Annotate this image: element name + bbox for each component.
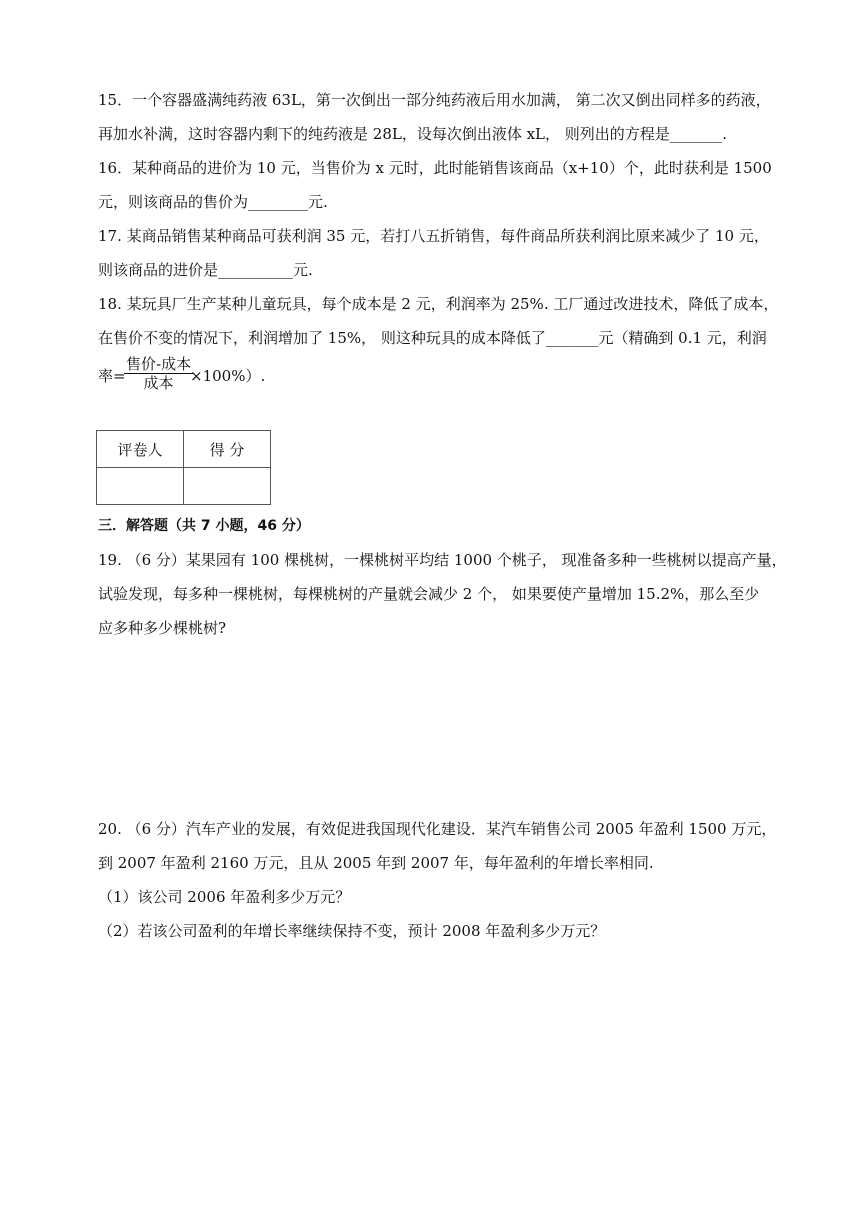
profit-rate-suffix: ×100%）.	[190, 367, 266, 385]
question-20-part-2: （2）若该公司盈利的年增长率继续保持不变，预计 2008 年盈利多少万元？	[98, 922, 606, 940]
score-table	[96, 430, 271, 505]
grader-input-cell[interactable]	[97, 468, 184, 505]
score-label-cell: 得 分	[184, 431, 271, 468]
question-17-line-2: 则该商品的进价是__________元.	[98, 261, 313, 279]
question-16-line-2: 元，则该商品的售价为________元.	[98, 193, 328, 211]
question-16-line-1: 16．某种商品的进价为 10 元，当售价为 x 元时，此时能销售该商品（x+10）个，此时获利是 1500	[98, 159, 772, 177]
grader-label-cell: 评卷人	[97, 431, 184, 468]
profit-rate-prefix: 率=	[98, 367, 126, 385]
question-18-line-2: 在售价不变的情况下，利润增加了 15%， 则这种玩具的成本降低了_______元（精确到 0.1 元，利润	[98, 329, 767, 347]
fraction-numerator: 售价-成本	[126, 355, 192, 373]
question-20-line-2: 到 2007 年盈利 2160 万元，且从 2005 年到 2007 年，每年盈利的年增长率相同.	[98, 854, 654, 872]
question-19-line-3: 应多种多少棵桃树?	[98, 619, 227, 637]
question-15-line-2: 再加水补满，这时容器内剩下的纯药液是 28L，设每次倒出液体 xL， 则列出的方程是_______.	[98, 125, 728, 143]
fraction-denominator: 成本	[143, 374, 174, 392]
question-20-line-1: 20. （6 分）汽车产业的发展，有效促进我国现代化建设．某汽车销售公司 2005 年盈利 1500 万元，	[98, 820, 777, 838]
question-19-line-1: 19. （6 分）某果园有 100 棵桃树，一棵桃树平均结 1000 个桃子， 现准备多种一些桃树以提高产量，	[98, 551, 787, 569]
score-input-cell[interactable]	[184, 468, 271, 505]
question-18-line-1: 18. 某玩具厂生产某种儿童玩具，每个成本是 2 元，利润率为 25%. 工厂通过改进技术，降低了成本，	[98, 295, 779, 313]
question-15-line-1: 15．一个容器盛满纯药液 63L，第一次倒出一部分纯药液后用水加满， 第二次又倒出同样多的药液，	[98, 91, 771, 109]
section-3-title: 三．解答题（共 7 小题，46 分）	[98, 518, 310, 534]
question-19-line-2: 试验发现，每多种一棵桃树，每棵桃树的产量就会减少 2 个， 如果要使产量增加 15.2%，那么至少	[98, 585, 760, 603]
question-17-line-1: 17. 某商品销售某种商品可获利润 35 元，若打八五折销售，每件商品所获利润比原来减少了 10 元，	[98, 227, 769, 245]
profit-rate-fraction	[124, 355, 193, 392]
question-20-part-1: （1）该公司 2006 年盈利多少万元？	[98, 888, 351, 906]
